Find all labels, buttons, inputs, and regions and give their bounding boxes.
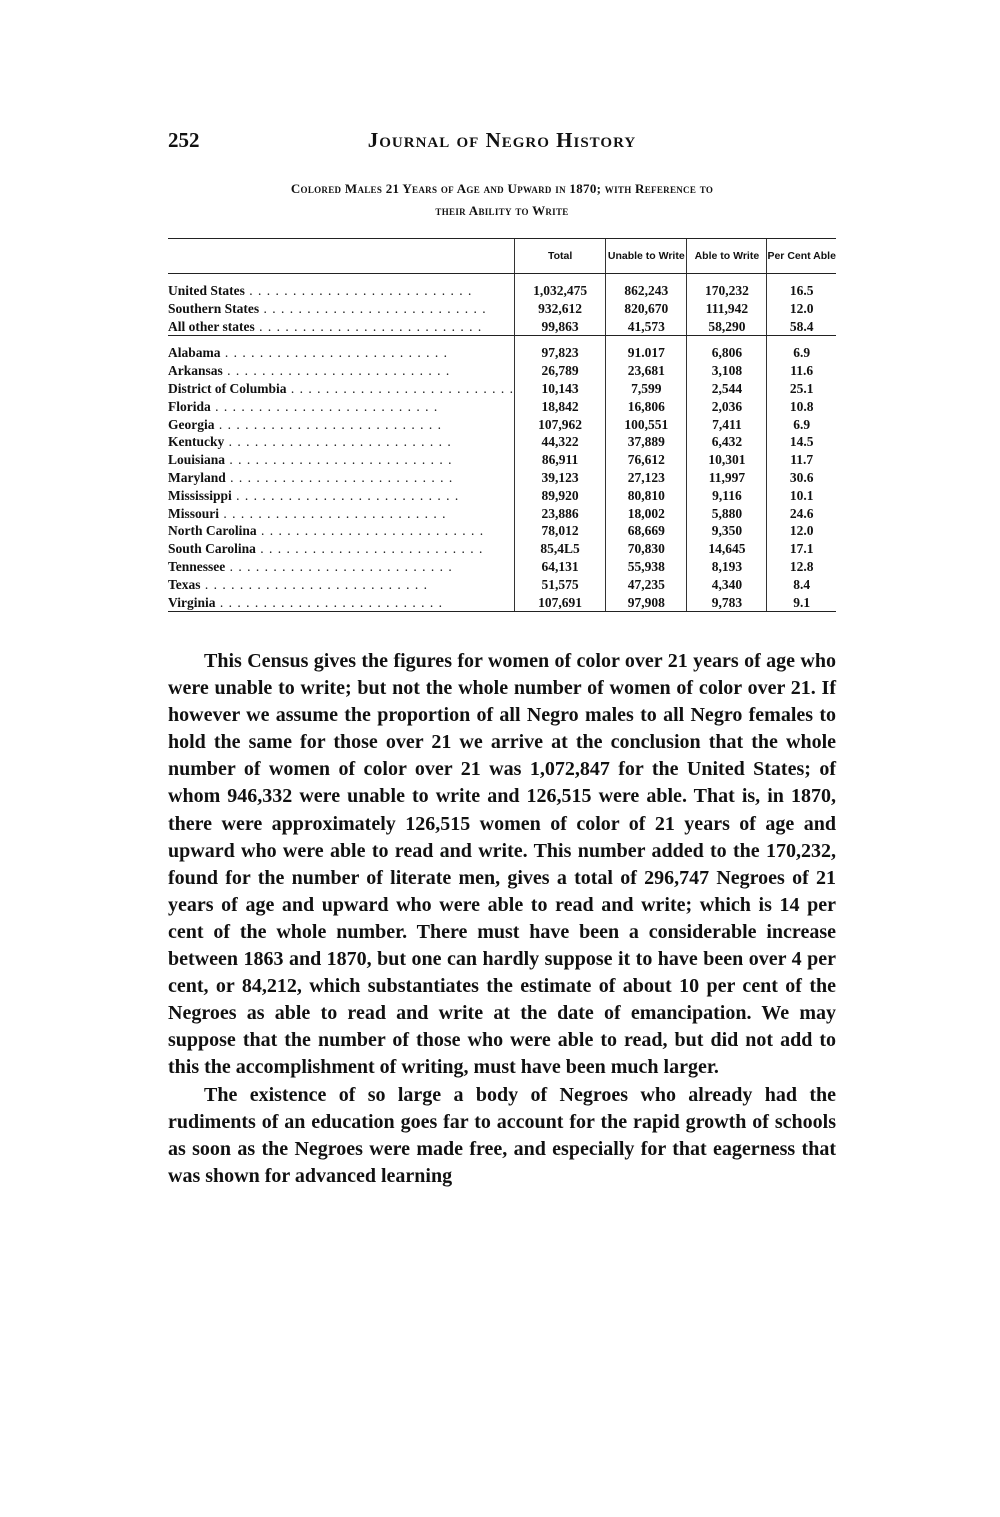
cell-pct: 25.1 bbox=[767, 380, 836, 398]
table-row bbox=[168, 576, 836, 594]
row-label bbox=[168, 318, 515, 336]
table-row bbox=[168, 469, 836, 487]
census-table bbox=[168, 238, 836, 612]
cell-total: 23,886 bbox=[515, 505, 606, 523]
cell-total: 85,4L5 bbox=[515, 540, 606, 558]
row-label bbox=[168, 362, 515, 380]
row-label bbox=[168, 416, 515, 434]
row-label bbox=[168, 398, 515, 416]
cell-pct: 24.6 bbox=[767, 505, 836, 523]
cell-pct: 17.1 bbox=[767, 540, 836, 558]
row-label bbox=[168, 451, 515, 469]
table-caption-line-2: their Ability to Write bbox=[435, 203, 569, 218]
cell-able: 58,290 bbox=[687, 318, 767, 336]
cell-pct: 12.0 bbox=[767, 300, 836, 318]
row-label-text: Tennessee . . . bbox=[168, 559, 453, 574]
cell-able: 9,350 bbox=[687, 522, 767, 540]
row-label-text: All other states . . . bbox=[168, 319, 482, 334]
cell-pct: 6.9 bbox=[767, 336, 836, 362]
cell-pct: 58.4 bbox=[767, 318, 836, 336]
cell-pct: 11.6 bbox=[767, 362, 836, 380]
table-row bbox=[168, 558, 836, 576]
cell-unable: 55,938 bbox=[606, 558, 687, 576]
cell-unable: 76,612 bbox=[606, 451, 687, 469]
cell-pct: 30.6 bbox=[767, 469, 836, 487]
cell-unable: 97,908 bbox=[606, 594, 687, 612]
table-row bbox=[168, 318, 836, 336]
cell-pct: 6.9 bbox=[767, 416, 836, 434]
cell-unable: 68,669 bbox=[606, 522, 687, 540]
cell-able: 2,544 bbox=[687, 380, 767, 398]
header-pct: Per Cent Able bbox=[767, 239, 836, 274]
table-row bbox=[168, 433, 836, 451]
row-label bbox=[168, 594, 515, 612]
cell-able: 4,340 bbox=[687, 576, 767, 594]
cell-unable: 16,806 bbox=[606, 398, 687, 416]
cell-pct: 10.1 bbox=[767, 487, 836, 505]
row-label bbox=[168, 540, 515, 558]
cell-able: 170,232 bbox=[687, 274, 767, 300]
cell-pct: 8.4 bbox=[767, 576, 836, 594]
table-header-row bbox=[168, 239, 836, 274]
cell-pct: 10.8 bbox=[767, 398, 836, 416]
row-label-text: Maryland . . . bbox=[168, 470, 453, 485]
paragraph-1: This Census gives the figures for women of color over 21 years of age who were unable to write; but not the whole number of women of color over 21. If however we assume the proportion of all Negro males to all Negro females to hold the same for those over 21 we arrive at the conclusion that the whole number of women of color over 21 was 1,072,847 for the United States; of whom 946,332 were unable to write and 126,515 were able. That is, in 1870, there were approximately 126,515 women of color of 21 years of age and upward who were able to read and write. This number added to the 170,232, found for the number of literate men, gives a total of 296,747 Negroes of 21 years of age and upward who were able to read and write; which is 14 per cent of the whole number. There must have been a considerable increase between 1863 and 1870, but one can hardly suppose it to have been over 4 per cent, or 84,212, which substantiates the estimate of about 10 per cent of the Negroes as able to read and write at the date of emancipation. We may suppose that the number of those who were able to read, but did not add to this the accomplishment of writing, must have been much larger. bbox=[168, 650, 836, 1079]
cell-total: 86,911 bbox=[515, 451, 606, 469]
table-row bbox=[168, 274, 836, 300]
census-table-container bbox=[168, 238, 836, 612]
cell-unable: 18,002 bbox=[606, 505, 687, 523]
cell-total: 89,920 bbox=[515, 487, 606, 505]
table-row bbox=[168, 300, 836, 318]
cell-pct: 16.5 bbox=[767, 274, 836, 300]
cell-total: 64,131 bbox=[515, 558, 606, 576]
cell-unable: 100,551 bbox=[606, 416, 687, 434]
cell-total: 1,032,475 bbox=[515, 274, 606, 300]
table-caption bbox=[168, 178, 836, 222]
row-label bbox=[168, 433, 515, 451]
cell-total: 51,575 bbox=[515, 576, 606, 594]
row-label bbox=[168, 274, 515, 300]
row-label bbox=[168, 336, 515, 362]
cell-total: 932,612 bbox=[515, 300, 606, 318]
cell-unable: 820,670 bbox=[606, 300, 687, 318]
cell-pct: 12.0 bbox=[767, 522, 836, 540]
paragraph-2: The existence of so large a body of Negroes who already had the rudiments of an education goes far to account for the rapid growth of schools as soon as the Negroes were made free, and especially for that eagerness that was shown for advanced learning bbox=[168, 1083, 836, 1187]
cell-total: 44,322 bbox=[515, 433, 606, 451]
cell-unable: 27,123 bbox=[606, 469, 687, 487]
table-row bbox=[168, 594, 836, 612]
cell-unable: 41,573 bbox=[606, 318, 687, 336]
cell-total: 78,012 bbox=[515, 522, 606, 540]
cell-total: 107,962 bbox=[515, 416, 606, 434]
table-row bbox=[168, 380, 836, 398]
table-row bbox=[168, 362, 836, 380]
cell-total: 99,863 bbox=[515, 318, 606, 336]
cell-able: 9,116 bbox=[687, 487, 767, 505]
cell-able: 3,108 bbox=[687, 362, 767, 380]
cell-total: 10,143 bbox=[515, 380, 606, 398]
row-label-text: Missouri . . . bbox=[168, 506, 447, 521]
cell-pct: 11.7 bbox=[767, 451, 836, 469]
row-label-text: Georgia . . . bbox=[168, 417, 442, 432]
cell-total: 107,691 bbox=[515, 594, 606, 612]
table-row bbox=[168, 540, 836, 558]
row-label-text: District of Columbia . . . bbox=[168, 381, 514, 396]
cell-able: 11,997 bbox=[687, 469, 767, 487]
page-number: 252 bbox=[168, 128, 200, 152]
table-caption-line-1: Colored Males 21 Years of Age and Upward in 1870; with Reference to bbox=[290, 181, 714, 196]
cell-able: 2,036 bbox=[687, 398, 767, 416]
cell-able: 10,301 bbox=[687, 451, 767, 469]
cell-total: 18,842 bbox=[515, 398, 606, 416]
row-label-text: United States . . . bbox=[168, 283, 472, 298]
cell-total: 97,823 bbox=[515, 336, 606, 362]
cell-unable: 862,243 bbox=[606, 274, 687, 300]
cell-able: 14,645 bbox=[687, 540, 767, 558]
header-total: Total bbox=[515, 239, 606, 274]
row-label bbox=[168, 558, 515, 576]
running-head bbox=[168, 128, 836, 158]
table-row bbox=[168, 505, 836, 523]
cell-pct: 9.1 bbox=[767, 594, 836, 612]
cell-total: 39,123 bbox=[515, 469, 606, 487]
cell-able: 7,411 bbox=[687, 416, 767, 434]
state-rows bbox=[168, 336, 836, 612]
table-row bbox=[168, 398, 836, 416]
cell-total: 26,789 bbox=[515, 362, 606, 380]
row-label-text: Alabama . . . bbox=[168, 345, 448, 360]
row-label bbox=[168, 505, 515, 523]
row-label-text: North Carolina . . . bbox=[168, 523, 484, 538]
row-label bbox=[168, 380, 515, 398]
cell-able: 8,193 bbox=[687, 558, 767, 576]
header-able: Able to Write bbox=[687, 239, 767, 274]
cell-unable: 23,681 bbox=[606, 362, 687, 380]
row-label bbox=[168, 576, 515, 594]
cell-unable: 47,235 bbox=[606, 576, 687, 594]
cell-pct: 14.5 bbox=[767, 433, 836, 451]
row-label-text: Virginia . . . bbox=[168, 595, 443, 610]
row-label bbox=[168, 487, 515, 505]
cell-able: 6,806 bbox=[687, 336, 767, 362]
header-label bbox=[168, 239, 515, 274]
row-label-text: Florida . . . bbox=[168, 399, 438, 414]
row-label-text: Kentucky . . . bbox=[168, 434, 452, 449]
cell-unable: 80,810 bbox=[606, 487, 687, 505]
cell-unable: 91.017 bbox=[606, 336, 687, 362]
row-label-text: Louisiana . . . bbox=[168, 452, 453, 467]
table-row bbox=[168, 336, 836, 362]
row-label bbox=[168, 469, 515, 487]
cell-able: 111,942 bbox=[687, 300, 767, 318]
row-label-text: Mississippi . . . bbox=[168, 488, 459, 503]
row-label-text: South Carolina . . . bbox=[168, 541, 483, 556]
cell-unable: 7,599 bbox=[606, 380, 687, 398]
cell-able: 9,783 bbox=[687, 594, 767, 612]
row-label-text: Arkansas . . . bbox=[168, 363, 450, 378]
table-row bbox=[168, 487, 836, 505]
row-label-text: Texas . . . bbox=[168, 577, 428, 592]
cell-unable: 70,830 bbox=[606, 540, 687, 558]
table-row bbox=[168, 416, 836, 434]
journal-title: Journal of Negro History bbox=[367, 128, 637, 152]
body-text bbox=[168, 648, 836, 1190]
table-row bbox=[168, 451, 836, 469]
cell-able: 5,880 bbox=[687, 505, 767, 523]
summary-rows bbox=[168, 274, 836, 336]
header-unable: Unable to Write bbox=[606, 239, 687, 274]
table-row bbox=[168, 522, 836, 540]
cell-unable: 37,889 bbox=[606, 433, 687, 451]
row-label bbox=[168, 522, 515, 540]
row-label-text: Southern States . . . bbox=[168, 301, 487, 316]
cell-able: 6,432 bbox=[687, 433, 767, 451]
row-label bbox=[168, 300, 515, 318]
cell-pct: 12.8 bbox=[767, 558, 836, 576]
